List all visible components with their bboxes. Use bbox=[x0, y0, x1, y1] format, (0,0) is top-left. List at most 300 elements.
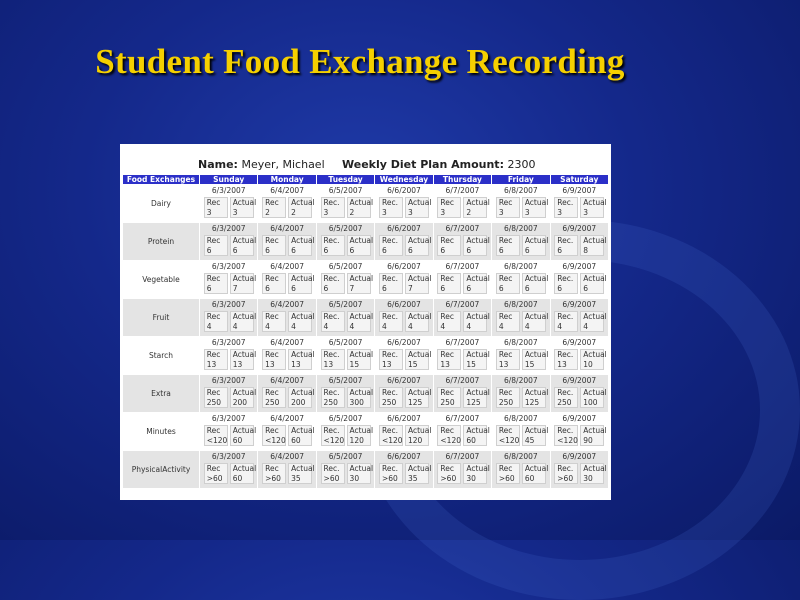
recommended-field[interactable] bbox=[204, 463, 228, 484]
day-cell bbox=[317, 337, 374, 374]
actual-field[interactable] bbox=[522, 387, 549, 408]
recommended-field[interactable] bbox=[379, 311, 403, 332]
recommended-field[interactable] bbox=[496, 349, 520, 370]
cell-date: 6/3/2007 bbox=[211, 376, 246, 385]
day-cell bbox=[492, 413, 549, 450]
actual-field-value: 125 bbox=[407, 397, 423, 407]
column-header-thursday: Thursday bbox=[434, 175, 491, 184]
rec-actual-pair bbox=[375, 197, 432, 218]
recommended-field-value: 4 bbox=[265, 321, 270, 331]
actual-field-value: 30 bbox=[349, 473, 360, 483]
actual-field-label: Actual bbox=[349, 464, 374, 473]
actual-field[interactable] bbox=[580, 349, 607, 370]
cell-date: 6/6/2007 bbox=[387, 186, 421, 195]
actual-field-value: 200 bbox=[232, 397, 248, 407]
recommended-field-label: Rec bbox=[206, 312, 221, 321]
recommended-field-value: 3 bbox=[498, 207, 504, 217]
recommended-field[interactable] bbox=[204, 273, 228, 294]
actual-field[interactable] bbox=[347, 387, 374, 408]
rec-actual-pair bbox=[551, 387, 608, 408]
recommended-field[interactable] bbox=[379, 273, 403, 294]
day-cell bbox=[200, 413, 257, 450]
rec-actual-pair bbox=[258, 425, 315, 446]
actual-field-value: 15 bbox=[466, 359, 476, 369]
recommended-field-label: Rec bbox=[206, 464, 221, 473]
actual-field-value: 60 bbox=[232, 473, 243, 483]
recommended-field[interactable] bbox=[496, 311, 520, 332]
recommended-field-label: Rec. bbox=[557, 350, 574, 359]
rec-actual-pair bbox=[258, 311, 315, 332]
recommended-field[interactable] bbox=[321, 387, 345, 408]
actual-field[interactable] bbox=[230, 387, 257, 408]
actual-field-label: Actual bbox=[349, 198, 374, 207]
actual-field[interactable] bbox=[580, 425, 607, 446]
day-cell bbox=[434, 337, 491, 374]
recommended-field-label: Rec. bbox=[323, 236, 340, 245]
actual-field-label: Actual bbox=[349, 350, 374, 359]
actual-field[interactable] bbox=[580, 311, 607, 332]
actual-field[interactable] bbox=[405, 387, 432, 408]
rec-actual-pair bbox=[492, 197, 549, 218]
actual-field-value: 2 bbox=[291, 207, 296, 217]
rec-actual-pair bbox=[434, 463, 491, 484]
cell-date: 6/5/2007 bbox=[328, 338, 363, 347]
actual-field-value: 7 bbox=[349, 283, 355, 293]
recommended-field[interactable] bbox=[321, 311, 345, 332]
day-cell bbox=[258, 451, 315, 488]
actual-field[interactable] bbox=[580, 235, 607, 256]
actual-field-value: 3 bbox=[583, 207, 589, 217]
actual-field[interactable] bbox=[405, 311, 432, 332]
actual-field[interactable] bbox=[347, 311, 374, 332]
actual-field-value: 35 bbox=[291, 473, 301, 483]
recommended-field[interactable] bbox=[437, 273, 461, 294]
rec-actual-pair bbox=[317, 273, 374, 294]
cell-date: 6/8/2007 bbox=[503, 186, 538, 195]
recommended-field[interactable] bbox=[554, 197, 578, 218]
cell-date: 6/6/2007 bbox=[387, 376, 421, 385]
recommended-field[interactable] bbox=[379, 235, 403, 256]
recommended-field-label: Rec. bbox=[381, 350, 398, 359]
day-cell bbox=[317, 451, 374, 488]
cell-date: 6/4/2007 bbox=[270, 300, 304, 309]
actual-field[interactable] bbox=[522, 425, 549, 446]
actual-field[interactable] bbox=[463, 349, 490, 370]
cell-date: 6/6/2007 bbox=[387, 414, 421, 423]
rec-actual-pair bbox=[258, 197, 315, 218]
recommended-field[interactable] bbox=[437, 349, 461, 370]
food-exchange-label: PhysicalActivity bbox=[123, 451, 199, 488]
day-cell bbox=[551, 299, 608, 336]
recommended-field[interactable] bbox=[262, 197, 286, 218]
recommended-field[interactable] bbox=[496, 387, 520, 408]
actual-field[interactable] bbox=[288, 273, 315, 294]
recommended-field-value: 13 bbox=[440, 359, 450, 369]
rec-actual-pair bbox=[317, 387, 374, 408]
recommended-field-label: Rec bbox=[265, 350, 279, 359]
recommended-field[interactable] bbox=[204, 311, 228, 332]
recommended-field-value: 250 bbox=[323, 397, 338, 407]
table-row bbox=[123, 261, 608, 298]
rec-actual-pair bbox=[492, 349, 549, 370]
actual-field[interactable] bbox=[405, 463, 432, 484]
actual-field[interactable] bbox=[522, 273, 549, 294]
actual-field-value: 7 bbox=[232, 283, 238, 293]
day-cell bbox=[317, 413, 374, 450]
recommended-field[interactable] bbox=[262, 273, 286, 294]
recommended-field-value: 3 bbox=[557, 207, 563, 217]
actual-field[interactable] bbox=[230, 349, 257, 370]
recommended-field[interactable] bbox=[437, 197, 461, 218]
recommended-field-value: <120 bbox=[381, 435, 403, 445]
recommended-field[interactable] bbox=[554, 425, 578, 446]
recommended-field[interactable] bbox=[262, 387, 286, 408]
actual-field[interactable] bbox=[405, 349, 432, 370]
day-cell bbox=[551, 451, 608, 488]
rec-actual-pair bbox=[551, 197, 608, 218]
actual-field[interactable] bbox=[347, 273, 374, 294]
recommended-field[interactable] bbox=[262, 349, 286, 370]
recommended-field[interactable] bbox=[496, 425, 520, 446]
recommended-field-value: 6 bbox=[323, 245, 329, 255]
cell-date: 6/7/2007 bbox=[445, 376, 480, 385]
actual-field-value: 120 bbox=[349, 435, 364, 445]
cell-date: 6/6/2007 bbox=[387, 224, 421, 233]
actual-field-value: 4 bbox=[291, 321, 296, 331]
recommended-field-label: Rec bbox=[440, 350, 455, 359]
actual-field-label: Actual bbox=[291, 236, 315, 245]
recommended-field-value: 250 bbox=[498, 397, 514, 407]
recommended-field-value: <120 bbox=[440, 435, 461, 445]
day-cell bbox=[434, 375, 491, 412]
cell-date: 6/8/2007 bbox=[503, 262, 538, 271]
recommended-field[interactable] bbox=[262, 311, 286, 332]
recommended-field-label: Rec bbox=[498, 236, 513, 245]
actual-field[interactable] bbox=[580, 273, 607, 294]
day-cell bbox=[551, 375, 608, 412]
actual-field-value: 125 bbox=[466, 397, 481, 407]
recommended-field-value: <120 bbox=[557, 435, 578, 445]
recommended-field-value: >60 bbox=[381, 473, 398, 483]
recommended-field-label: Rec bbox=[265, 312, 279, 321]
actual-field-value: 6 bbox=[583, 283, 589, 293]
recommended-field-label: Rec bbox=[265, 274, 279, 283]
actual-field[interactable] bbox=[522, 235, 549, 256]
actual-field[interactable] bbox=[288, 463, 315, 484]
recommended-field[interactable] bbox=[437, 311, 461, 332]
actual-field-value: 3 bbox=[232, 207, 238, 217]
rec-actual-pair bbox=[375, 425, 432, 446]
actual-field-label: Actual bbox=[349, 312, 374, 321]
actual-field[interactable] bbox=[230, 463, 257, 484]
recommended-field-label: Rec bbox=[440, 464, 455, 473]
actual-field[interactable] bbox=[405, 197, 432, 218]
cell-date: 6/8/2007 bbox=[503, 338, 538, 347]
recommended-field-label: Rec bbox=[440, 274, 455, 283]
cell-date: 6/5/2007 bbox=[328, 300, 363, 309]
column-header-food-exchanges: Food Exchanges bbox=[123, 175, 199, 184]
recommended-field[interactable] bbox=[321, 349, 345, 370]
recommended-field[interactable] bbox=[496, 235, 520, 256]
actual-field[interactable] bbox=[288, 425, 315, 446]
actual-field-value: 4 bbox=[583, 321, 589, 331]
recommended-field[interactable] bbox=[496, 197, 520, 218]
actual-field[interactable] bbox=[522, 197, 549, 218]
rec-actual-pair bbox=[492, 425, 549, 446]
food-exchange-label: Extra bbox=[123, 375, 199, 412]
day-cell bbox=[200, 223, 257, 260]
food-exchange-label: Vegetable bbox=[123, 261, 199, 298]
recommended-field-value: 13 bbox=[498, 359, 509, 369]
recommended-field[interactable] bbox=[321, 463, 345, 484]
actual-field[interactable] bbox=[230, 273, 257, 294]
recommended-field[interactable] bbox=[204, 197, 228, 218]
recommended-field-value: 13 bbox=[381, 359, 392, 369]
recommended-field[interactable] bbox=[321, 235, 345, 256]
recommended-field-value: >60 bbox=[557, 473, 574, 483]
recommended-field-value: 6 bbox=[498, 245, 504, 255]
day-cell bbox=[200, 451, 257, 488]
day-cell bbox=[258, 299, 315, 336]
day-cell bbox=[492, 261, 549, 298]
actual-field[interactable] bbox=[463, 311, 490, 332]
recommended-field[interactable] bbox=[379, 425, 403, 446]
rec-actual-pair bbox=[200, 463, 257, 484]
actual-field[interactable] bbox=[580, 197, 607, 218]
recommended-field-label: Rec. bbox=[323, 388, 340, 397]
actual-field[interactable] bbox=[288, 349, 315, 370]
recommended-field[interactable] bbox=[204, 387, 228, 408]
actual-field[interactable] bbox=[347, 235, 374, 256]
actual-field-label: Actual bbox=[232, 464, 257, 473]
actual-field-label: Actual bbox=[232, 388, 257, 397]
actual-field-label: Actual bbox=[524, 388, 549, 397]
rec-actual-pair bbox=[551, 311, 608, 332]
recommended-field-label: Rec. bbox=[557, 464, 574, 473]
day-cell bbox=[375, 223, 432, 260]
day-cell bbox=[492, 451, 549, 488]
table-row bbox=[123, 413, 608, 450]
recommended-field[interactable] bbox=[262, 425, 286, 446]
actual-field-value: 6 bbox=[232, 245, 238, 255]
recommended-field[interactable] bbox=[437, 387, 461, 408]
recommended-field[interactable] bbox=[262, 463, 286, 484]
rec-actual-pair bbox=[200, 273, 257, 294]
actual-field[interactable] bbox=[347, 349, 374, 370]
recommended-field[interactable] bbox=[437, 463, 461, 484]
recommended-field-value: 6 bbox=[265, 283, 270, 293]
rec-actual-pair bbox=[317, 425, 374, 446]
name-label: Name: bbox=[198, 158, 238, 171]
actual-field[interactable] bbox=[288, 235, 315, 256]
rec-actual-pair bbox=[375, 235, 432, 256]
actual-field[interactable] bbox=[463, 425, 490, 446]
actual-field[interactable] bbox=[522, 311, 549, 332]
day-cell bbox=[434, 299, 491, 336]
rec-actual-pair bbox=[200, 387, 257, 408]
day-cell bbox=[200, 299, 257, 336]
rec-actual-pair bbox=[434, 387, 491, 408]
recommended-field[interactable] bbox=[437, 235, 461, 256]
actual-field-label: Actual bbox=[291, 312, 315, 321]
recommended-field[interactable] bbox=[204, 235, 228, 256]
table-row bbox=[123, 185, 608, 222]
actual-field[interactable] bbox=[405, 273, 432, 294]
day-cell bbox=[434, 185, 491, 222]
recommended-field[interactable] bbox=[204, 425, 228, 446]
column-header-sunday: Sunday bbox=[200, 175, 257, 184]
recommended-field-value: >60 bbox=[440, 473, 457, 483]
recommended-field-value: 4 bbox=[557, 321, 563, 331]
cell-date: 6/3/2007 bbox=[211, 414, 246, 423]
recommended-field[interactable] bbox=[554, 235, 578, 256]
recommended-field[interactable] bbox=[321, 273, 345, 294]
table-row bbox=[123, 451, 608, 488]
recommended-field[interactable] bbox=[321, 197, 345, 218]
day-cell bbox=[317, 223, 374, 260]
actual-field[interactable] bbox=[463, 235, 490, 256]
recommended-field-label: Rec. bbox=[381, 464, 398, 473]
recommended-field-label: Rec bbox=[498, 350, 513, 359]
actual-field[interactable] bbox=[580, 387, 607, 408]
recommended-field[interactable] bbox=[379, 349, 403, 370]
actual-field-label: Actual bbox=[466, 350, 490, 359]
day-cell bbox=[200, 375, 257, 412]
actual-field-label: Actual bbox=[466, 426, 490, 435]
recommended-field-label: Rec. bbox=[323, 464, 340, 473]
actual-field[interactable] bbox=[288, 311, 315, 332]
day-cell bbox=[434, 451, 491, 488]
recommended-field-value: 2 bbox=[265, 207, 270, 217]
recommended-field-value: 3 bbox=[381, 207, 387, 217]
recommended-field-value: 13 bbox=[206, 359, 217, 369]
recommended-field-label: Rec. bbox=[557, 388, 574, 397]
actual-field[interactable] bbox=[347, 463, 374, 484]
actual-field[interactable] bbox=[463, 387, 490, 408]
actual-field-label: Actual bbox=[232, 236, 257, 245]
food-exchange-label: Starch bbox=[123, 337, 199, 374]
food-exchange-label: Fruit bbox=[123, 299, 199, 336]
actual-field-label: Actual bbox=[583, 350, 607, 359]
recommended-field[interactable] bbox=[554, 311, 578, 332]
recommended-field-label: Rec bbox=[440, 198, 455, 207]
actual-field[interactable] bbox=[288, 197, 315, 218]
actual-field[interactable] bbox=[522, 463, 549, 484]
actual-field-value: 4 bbox=[407, 321, 413, 331]
cell-date: 6/8/2007 bbox=[503, 300, 538, 309]
recommended-field-value: 250 bbox=[206, 397, 222, 407]
rec-actual-pair bbox=[551, 235, 608, 256]
actual-field[interactable] bbox=[405, 425, 432, 446]
recommended-field-label: Rec. bbox=[557, 236, 574, 245]
actual-field[interactable] bbox=[463, 273, 490, 294]
actual-field-label: Actual bbox=[407, 426, 432, 435]
recommended-field-label: Rec bbox=[265, 388, 279, 397]
actual-field-label: Actual bbox=[524, 274, 549, 283]
recommended-field[interactable] bbox=[554, 387, 578, 408]
rec-actual-pair bbox=[375, 311, 432, 332]
cell-date: 6/3/2007 bbox=[211, 338, 246, 347]
recommended-field[interactable] bbox=[496, 273, 520, 294]
actual-field-value: 6 bbox=[407, 245, 413, 255]
rec-actual-pair bbox=[375, 273, 432, 294]
recommended-field[interactable] bbox=[554, 273, 578, 294]
day-cell bbox=[492, 337, 549, 374]
recommended-field-label: Rec. bbox=[381, 426, 398, 435]
actual-field-label: Actual bbox=[407, 198, 432, 207]
recommended-field-label: Rec. bbox=[323, 312, 340, 321]
cell-date: 6/7/2007 bbox=[445, 262, 480, 271]
recommended-field[interactable] bbox=[379, 197, 403, 218]
cell-date: 6/3/2007 bbox=[211, 262, 246, 271]
day-cell bbox=[200, 261, 257, 298]
day-cell bbox=[551, 413, 608, 450]
recommended-field-value: 6 bbox=[440, 245, 446, 255]
day-cell bbox=[258, 413, 315, 450]
recommended-field-value: 3 bbox=[206, 207, 212, 217]
cell-date: 6/8/2007 bbox=[503, 414, 538, 423]
day-cell bbox=[551, 185, 608, 222]
rec-actual-pair bbox=[200, 311, 257, 332]
actual-field[interactable] bbox=[230, 197, 257, 218]
recommended-field[interactable] bbox=[379, 463, 403, 484]
actual-field[interactable] bbox=[230, 425, 257, 446]
table-row bbox=[123, 337, 608, 374]
actual-field-value: 60 bbox=[232, 435, 243, 445]
actual-field[interactable] bbox=[230, 235, 257, 256]
recommended-field-label: Rec bbox=[206, 274, 221, 283]
actual-field-label: Actual bbox=[349, 426, 374, 435]
actual-field-label: Actual bbox=[466, 312, 490, 321]
recommended-field[interactable] bbox=[437, 425, 461, 446]
recommended-field-label: Rec bbox=[498, 464, 513, 473]
actual-field-value: 13 bbox=[232, 359, 243, 369]
recommended-field[interactable] bbox=[554, 349, 578, 370]
recommended-field[interactable] bbox=[204, 349, 228, 370]
actual-field[interactable] bbox=[288, 387, 315, 408]
actual-field[interactable] bbox=[347, 197, 374, 218]
actual-field[interactable] bbox=[580, 463, 607, 484]
cell-date: 6/5/2007 bbox=[328, 376, 363, 385]
actual-field[interactable] bbox=[230, 311, 257, 332]
actual-field-value: 4 bbox=[524, 321, 530, 331]
actual-field-label: Actual bbox=[524, 350, 549, 359]
actual-field-label: Actual bbox=[524, 426, 549, 435]
actual-field-value: 6 bbox=[524, 245, 530, 255]
actual-field[interactable] bbox=[347, 425, 374, 446]
cell-date: 6/9/2007 bbox=[562, 338, 597, 347]
actual-field[interactable] bbox=[463, 197, 490, 218]
rec-actual-pair bbox=[258, 349, 315, 370]
recommended-field-value: >60 bbox=[265, 473, 281, 483]
recommended-field-label: Rec bbox=[265, 198, 279, 207]
actual-field-value: 15 bbox=[349, 359, 360, 369]
day-cell bbox=[375, 299, 432, 336]
recommended-field-value: 6 bbox=[381, 283, 387, 293]
recommended-field[interactable] bbox=[554, 463, 578, 484]
recommended-field[interactable] bbox=[379, 387, 403, 408]
actual-field[interactable] bbox=[463, 463, 490, 484]
actual-field[interactable] bbox=[405, 235, 432, 256]
actual-field-label: Actual bbox=[583, 236, 607, 245]
rec-actual-pair bbox=[434, 197, 491, 218]
recommended-field-value: 250 bbox=[557, 397, 572, 407]
recommended-field[interactable] bbox=[321, 425, 345, 446]
student-name bbox=[198, 158, 325, 171]
recommended-field[interactable] bbox=[496, 463, 520, 484]
recommended-field[interactable] bbox=[262, 235, 286, 256]
actual-field[interactable] bbox=[522, 349, 549, 370]
